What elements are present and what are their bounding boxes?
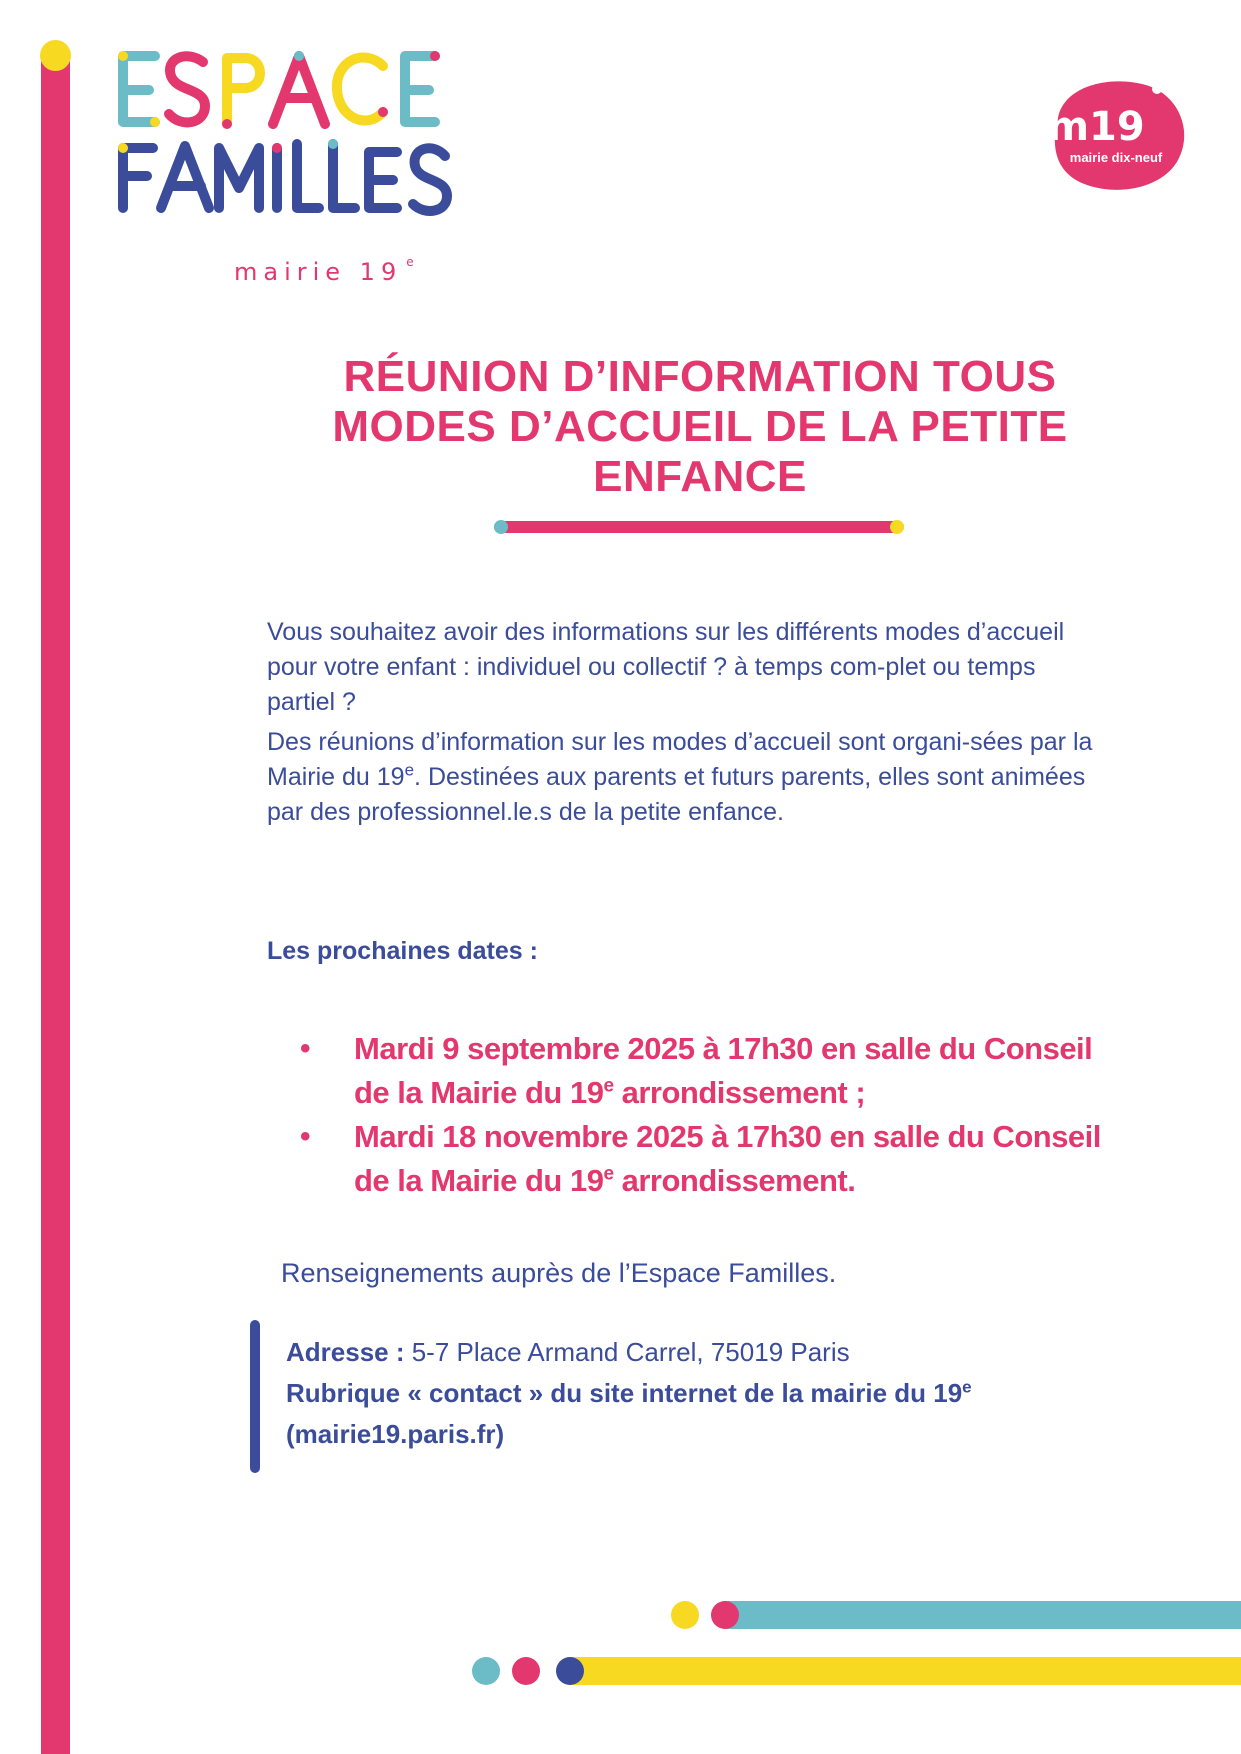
rubrique-line xyxy=(286,1373,1106,1414)
title-underline xyxy=(494,521,904,533)
underline-dot-left xyxy=(494,520,508,534)
badge-mark: m19 xyxy=(1047,104,1145,150)
left-decorative-dot xyxy=(40,40,71,71)
rubrique-sup: e xyxy=(962,1377,972,1397)
dates-list xyxy=(300,1027,1120,1203)
rubrique-text: Rubrique « contact » du site internet de la mairie du 19 xyxy=(286,1378,963,1408)
date-1-text: Mardi 9 septembre 2025 à 17h30 en salle du Conseil de la Mairie du 19 xyxy=(354,1031,1093,1110)
underline-dot-right xyxy=(890,520,904,534)
date-2-sup: e xyxy=(603,1163,614,1185)
mairie-19-badge-shape xyxy=(1038,78,1190,194)
intro-paragraph-2 xyxy=(267,725,1097,830)
espace-familles-logo xyxy=(115,48,555,288)
bottom-yellow-bar xyxy=(568,1657,1241,1685)
espace-familles-logo-image xyxy=(115,48,555,248)
deco-dot-navy xyxy=(556,1657,584,1685)
deco-dot-teal xyxy=(472,1657,500,1685)
next-dates-heading: Les prochaines dates : xyxy=(267,937,538,965)
bottom-teal-bar xyxy=(725,1601,1241,1629)
address-label: Adresse : xyxy=(286,1337,405,1367)
intro-p2-sup: e xyxy=(404,760,415,780)
contact-block xyxy=(286,1332,1106,1455)
logo-subtitle xyxy=(234,255,414,286)
mairie-19-badge xyxy=(1038,78,1190,194)
intro-p2-before: Des réunions d’information sur les modes d’accueil sont organi-sées par la Mairie du 19 xyxy=(267,728,1093,791)
badge-label: mairie dix-neuf xyxy=(1069,150,1163,165)
date-2-text: Mardi 18 novembre 2025 à 17h30 en salle du Conseil de la Mairie du 19 xyxy=(354,1119,1101,1198)
date-1-sup: e xyxy=(603,1075,614,1097)
page-title: RÉUNION D’INFORMATION TOUS MODES D’ACCUEIL DE LA PETITE ENFANCE xyxy=(332,352,1068,501)
intro-p2-after: . Destinées aux parents et futurs parents, elles sont animées par des professionnel.le.s de la petite enfance. xyxy=(267,763,1086,826)
deco-dot-pink-2 xyxy=(512,1657,540,1685)
deco-dot-pink xyxy=(711,1601,739,1629)
site-link[interactable]: (mairie19.paris.fr) xyxy=(286,1419,505,1449)
logo-subtitle-text: mairie 19 xyxy=(234,258,403,286)
date-item-1 xyxy=(300,1027,1120,1115)
left-decorative-bar xyxy=(41,50,70,1754)
deco-dot-yellow xyxy=(671,1601,699,1629)
address-value: 5-7 Place Armand Carrel, 75019 Paris xyxy=(404,1337,850,1367)
date-item-2 xyxy=(300,1115,1120,1203)
address-line xyxy=(286,1332,1106,1373)
date-2-after: arrondissement. xyxy=(613,1163,856,1198)
intro-paragraph-1 xyxy=(267,615,1097,720)
date-1-after: arrondissement ; xyxy=(613,1075,866,1110)
intro-p1-text: Vous souhaitez avoir des informations sur les différents modes d’accueil pour votre enfant : individuel ou collectif ? à temps com-plet ou temps partiel ? xyxy=(267,618,1065,716)
renseignements-text: Renseignements auprès de l’Espace Familles. xyxy=(281,1258,837,1288)
contact-side-bar xyxy=(250,1320,260,1473)
logo-subtitle-sup: e xyxy=(406,255,414,269)
